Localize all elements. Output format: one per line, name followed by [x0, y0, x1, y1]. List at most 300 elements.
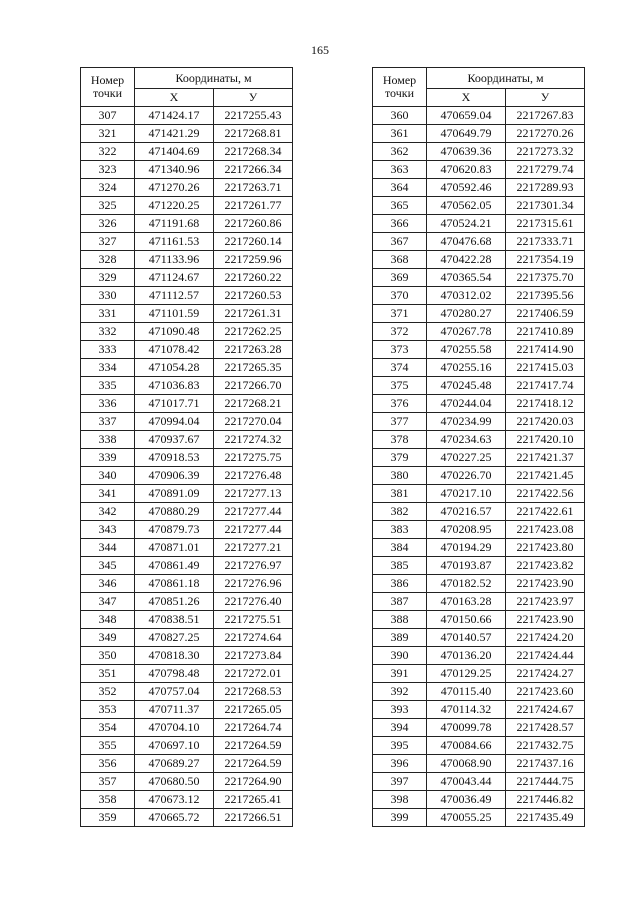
point-number-cell: 333: [81, 341, 135, 359]
table-row: [81, 521, 293, 539]
y-coordinate-cell: 2217418.12: [506, 395, 585, 413]
table-body-right: [373, 107, 585, 827]
x-coordinate-cell: 470068.90: [427, 755, 506, 773]
y-coordinate-cell: 2217315.61: [506, 215, 585, 233]
y-coordinate-cell: 2217354.19: [506, 251, 585, 269]
point-number-cell: 383: [373, 521, 427, 539]
table-row: [373, 665, 585, 683]
y-coordinate-cell: 2217276.40: [214, 593, 293, 611]
table-row: [373, 629, 585, 647]
x-column-header: Х: [427, 89, 506, 107]
y-coordinate-cell: 2217268.81: [214, 125, 293, 143]
y-coordinate-cell: 2217423.90: [506, 575, 585, 593]
y-coordinate-cell: 2217375.70: [506, 269, 585, 287]
table-row: [373, 431, 585, 449]
table-row: [373, 323, 585, 341]
table-row: [81, 305, 293, 323]
table-row: [81, 287, 293, 305]
point-number-cell: 374: [373, 359, 427, 377]
y-coordinate-cell: 2217444.75: [506, 773, 585, 791]
point-number-cell: 372: [373, 323, 427, 341]
x-coordinate-cell: 470639.36: [427, 143, 506, 161]
coordinates-header: Координаты, м: [427, 68, 585, 89]
x-coordinate-cell: 470649.79: [427, 125, 506, 143]
table-row: [373, 161, 585, 179]
point-number-cell: 377: [373, 413, 427, 431]
y-coordinate-cell: 2217274.64: [214, 629, 293, 647]
table-row: [373, 359, 585, 377]
y-coordinate-cell: 2217273.32: [506, 143, 585, 161]
y-coordinate-cell: 2217276.97: [214, 557, 293, 575]
y-coordinate-cell: 2217263.28: [214, 341, 293, 359]
table-row: [373, 773, 585, 791]
table-row: [81, 773, 293, 791]
point-number-header: [373, 68, 427, 107]
x-coordinate-cell: 470150.66: [427, 611, 506, 629]
point-number-cell: 332: [81, 323, 135, 341]
point-number-cell: 331: [81, 305, 135, 323]
x-coordinate-cell: 470208.95: [427, 521, 506, 539]
x-coordinate-cell: 470217.10: [427, 485, 506, 503]
point-number-cell: 387: [373, 593, 427, 611]
point-number-cell: 380: [373, 467, 427, 485]
point-number-cell: 334: [81, 359, 135, 377]
point-number-cell: 353: [81, 701, 135, 719]
table-row: [373, 197, 585, 215]
y-coordinate-cell: 2217276.48: [214, 467, 293, 485]
coordinates-header: Координаты, м: [135, 68, 293, 89]
table-row: [81, 557, 293, 575]
table-row: [373, 215, 585, 233]
table-row: [373, 683, 585, 701]
y-coordinate-cell: 2217265.05: [214, 701, 293, 719]
point-number-cell: 384: [373, 539, 427, 557]
x-coordinate-cell: 470136.20: [427, 647, 506, 665]
y-coordinate-cell: 2217417.74: [506, 377, 585, 395]
x-coordinate-cell: 471191.68: [135, 215, 214, 233]
y-coordinate-cell: 2217268.53: [214, 683, 293, 701]
table-row: [81, 629, 293, 647]
table-row: [81, 197, 293, 215]
table-row: [81, 683, 293, 701]
point-number-cell: 328: [81, 251, 135, 269]
point-number-cell: 366: [373, 215, 427, 233]
x-coordinate-cell: 470365.54: [427, 269, 506, 287]
y-coordinate-cell: 2217260.53: [214, 287, 293, 305]
x-coordinate-cell: 470861.49: [135, 557, 214, 575]
y-coordinate-cell: 2217423.80: [506, 539, 585, 557]
point-number-cell: 381: [373, 485, 427, 503]
x-coordinate-cell: 470227.25: [427, 449, 506, 467]
x-coordinate-cell: 470937.67: [135, 431, 214, 449]
point-number-cell: 397: [373, 773, 427, 791]
point-number-cell: 360: [373, 107, 427, 125]
table-row: [81, 719, 293, 737]
point-number-cell: 324: [81, 179, 135, 197]
y-coordinate-cell: 2217279.74: [506, 161, 585, 179]
x-coordinate-cell: 470524.21: [427, 215, 506, 233]
x-coordinate-cell: 470234.63: [427, 431, 506, 449]
point-number-cell: 336: [81, 395, 135, 413]
y-coordinate-cell: 2217423.08: [506, 521, 585, 539]
y-coordinate-cell: 2217333.71: [506, 233, 585, 251]
x-coordinate-cell: 470476.68: [427, 233, 506, 251]
y-coordinate-cell: 2217273.84: [214, 647, 293, 665]
table-row: [81, 449, 293, 467]
point-number-cell: 385: [373, 557, 427, 575]
table-row: [373, 341, 585, 359]
x-coordinate-cell: 471124.67: [135, 269, 214, 287]
y-coordinate-cell: 2217446.82: [506, 791, 585, 809]
x-coordinate-cell: 470689.27: [135, 755, 214, 773]
y-coordinate-cell: 2217428.57: [506, 719, 585, 737]
point-number-header: [81, 68, 135, 107]
x-coordinate-cell: 471054.28: [135, 359, 214, 377]
x-coordinate-cell: 470312.02: [427, 287, 506, 305]
table-row: [373, 701, 585, 719]
table-row: [81, 359, 293, 377]
y-coordinate-cell: 2217268.34: [214, 143, 293, 161]
point-number-cell: 390: [373, 647, 427, 665]
x-coordinate-cell: 470680.50: [135, 773, 214, 791]
point-number-cell: 330: [81, 287, 135, 305]
x-coordinate-cell: 470906.39: [135, 467, 214, 485]
x-coordinate-cell: 470255.16: [427, 359, 506, 377]
x-coordinate-cell: 471421.29: [135, 125, 214, 143]
y-coordinate-cell: 2217263.71: [214, 179, 293, 197]
table-row: [81, 791, 293, 809]
point-number-cell: 370: [373, 287, 427, 305]
x-coordinate-cell: 471220.25: [135, 197, 214, 215]
x-coordinate-cell: 470871.01: [135, 539, 214, 557]
table-row: [81, 413, 293, 431]
y-coordinate-cell: 2217424.44: [506, 647, 585, 665]
table-row: [81, 215, 293, 233]
point-number-cell: 359: [81, 809, 135, 827]
y-coordinate-cell: 2217301.34: [506, 197, 585, 215]
x-coordinate-cell: 470226.70: [427, 467, 506, 485]
x-coordinate-cell: 470129.25: [427, 665, 506, 683]
point-number-cell: 348: [81, 611, 135, 629]
table-row: [81, 161, 293, 179]
x-coordinate-cell: 470673.12: [135, 791, 214, 809]
x-coordinate-cell: 470620.83: [427, 161, 506, 179]
point-number-cell: 365: [373, 197, 427, 215]
point-number-cell: 369: [373, 269, 427, 287]
table-row: [373, 539, 585, 557]
x-coordinate-cell: 471270.26: [135, 179, 214, 197]
x-coordinate-cell: 470918.53: [135, 449, 214, 467]
y-coordinate-cell: 2217421.45: [506, 467, 585, 485]
table-row: [373, 467, 585, 485]
table-row: [373, 593, 585, 611]
y-coordinate-cell: 2217266.51: [214, 809, 293, 827]
y-coordinate-cell: 2217423.82: [506, 557, 585, 575]
table-row: [373, 413, 585, 431]
y-coordinate-cell: 2217277.21: [214, 539, 293, 557]
table-row: [373, 809, 585, 827]
y-coordinate-cell: 2217264.59: [214, 737, 293, 755]
y-coordinate-cell: 2217423.90: [506, 611, 585, 629]
point-number-header-line2: точки: [92, 86, 123, 100]
table-row: [373, 179, 585, 197]
table-row: [81, 809, 293, 827]
point-number-cell: 340: [81, 467, 135, 485]
point-number-cell: 399: [373, 809, 427, 827]
y-coordinate-cell: 2217259.96: [214, 251, 293, 269]
point-number-cell: 386: [373, 575, 427, 593]
x-coordinate-cell: 471133.96: [135, 251, 214, 269]
table-row: [373, 449, 585, 467]
y-coordinate-cell: 2217422.56: [506, 485, 585, 503]
page-number: 165: [311, 43, 329, 57]
point-number-cell: 398: [373, 791, 427, 809]
point-number-cell: 367: [373, 233, 427, 251]
x-coordinate-cell: 470798.48: [135, 665, 214, 683]
table-row: [373, 737, 585, 755]
point-number-header-line1: Номер: [382, 73, 417, 87]
table-row: [81, 467, 293, 485]
table-row: [81, 125, 293, 143]
x-coordinate-cell: 470244.04: [427, 395, 506, 413]
table-row: [373, 719, 585, 737]
x-coordinate-cell: 470163.28: [427, 593, 506, 611]
table-row: [373, 791, 585, 809]
table-row: [373, 107, 585, 125]
table-row: [81, 233, 293, 251]
table-row: [81, 737, 293, 755]
x-coordinate-cell: 470036.49: [427, 791, 506, 809]
point-number-cell: 326: [81, 215, 135, 233]
table-row: [81, 539, 293, 557]
y-coordinate-cell: 2217264.59: [214, 755, 293, 773]
table-row: [373, 233, 585, 251]
point-number-cell: 342: [81, 503, 135, 521]
x-coordinate-cell: 470216.57: [427, 503, 506, 521]
x-coordinate-cell: 470697.10: [135, 737, 214, 755]
point-number-cell: 329: [81, 269, 135, 287]
y-coordinate-cell: 2217420.10: [506, 431, 585, 449]
y-coordinate-cell: 2217435.49: [506, 809, 585, 827]
table-row: [373, 503, 585, 521]
y-coordinate-cell: 2217424.20: [506, 629, 585, 647]
y-coordinate-cell: 2217395.56: [506, 287, 585, 305]
y-coordinate-cell: 2217275.51: [214, 611, 293, 629]
table-row: [81, 269, 293, 287]
point-number-cell: 345: [81, 557, 135, 575]
x-coordinate-cell: 470140.57: [427, 629, 506, 647]
y-coordinate-cell: 2217289.93: [506, 179, 585, 197]
point-number-cell: 394: [373, 719, 427, 737]
x-coordinate-cell: 470711.37: [135, 701, 214, 719]
y-coordinate-cell: 2217255.43: [214, 107, 293, 125]
point-number-cell: 346: [81, 575, 135, 593]
y-coordinate-cell: 2217424.27: [506, 665, 585, 683]
table-row: [81, 755, 293, 773]
y-coordinate-cell: 2217262.25: [214, 323, 293, 341]
table-row: [373, 395, 585, 413]
x-coordinate-cell: 470851.26: [135, 593, 214, 611]
x-coordinate-cell: 470880.29: [135, 503, 214, 521]
point-number-cell: 337: [81, 413, 135, 431]
table-row: [373, 521, 585, 539]
y-coordinate-cell: 2217266.34: [214, 161, 293, 179]
x-coordinate-cell: 470084.66: [427, 737, 506, 755]
point-number-cell: 349: [81, 629, 135, 647]
point-number-cell: 357: [81, 773, 135, 791]
x-coordinate-cell: 471036.83: [135, 377, 214, 395]
point-number-cell: 323: [81, 161, 135, 179]
x-coordinate-cell: 470891.09: [135, 485, 214, 503]
y-coordinate-cell: 2217277.13: [214, 485, 293, 503]
y-column-header: У: [506, 89, 585, 107]
y-coordinate-cell: 2217422.61: [506, 503, 585, 521]
x-coordinate-cell: 471078.42: [135, 341, 214, 359]
point-number-cell: 341: [81, 485, 135, 503]
point-number-cell: 375: [373, 377, 427, 395]
point-number-cell: 327: [81, 233, 135, 251]
x-coordinate-cell: 470592.46: [427, 179, 506, 197]
table-row: [81, 179, 293, 197]
y-coordinate-cell: 2217260.86: [214, 215, 293, 233]
table-row: [81, 593, 293, 611]
point-number-cell: 325: [81, 197, 135, 215]
y-coordinate-cell: 2217275.75: [214, 449, 293, 467]
y-coordinate-cell: 2217423.97: [506, 593, 585, 611]
x-coordinate-cell: 470562.05: [427, 197, 506, 215]
x-coordinate-cell: 470115.40: [427, 683, 506, 701]
table-row: [373, 647, 585, 665]
x-coordinate-cell: 470422.28: [427, 251, 506, 269]
table-row: [81, 323, 293, 341]
point-number-cell: 322: [81, 143, 135, 161]
x-coordinate-cell: 470194.29: [427, 539, 506, 557]
x-coordinate-cell: 470267.78: [427, 323, 506, 341]
x-coordinate-cell: 470704.10: [135, 719, 214, 737]
table-row: [373, 485, 585, 503]
y-coordinate-cell: 2217264.74: [214, 719, 293, 737]
point-number-cell: 307: [81, 107, 135, 125]
table-row: [81, 647, 293, 665]
y-coordinate-cell: 2217414.90: [506, 341, 585, 359]
table-row: [81, 701, 293, 719]
table-row: [373, 377, 585, 395]
y-coordinate-cell: 2217410.89: [506, 323, 585, 341]
point-number-cell: 395: [373, 737, 427, 755]
table-row: [373, 611, 585, 629]
table-row: [81, 143, 293, 161]
x-coordinate-cell: 470234.99: [427, 413, 506, 431]
point-number-cell: 379: [373, 449, 427, 467]
x-coordinate-cell: 471424.17: [135, 107, 214, 125]
y-coordinate-cell: 2217267.83: [506, 107, 585, 125]
y-coordinate-cell: 2217424.67: [506, 701, 585, 719]
x-coordinate-cell: 470182.52: [427, 575, 506, 593]
table-row: [373, 269, 585, 287]
table-row: [81, 377, 293, 395]
y-column-header: У: [214, 89, 293, 107]
x-coordinate-cell: 470245.48: [427, 377, 506, 395]
y-coordinate-cell: 2217421.37: [506, 449, 585, 467]
y-coordinate-cell: 2217264.90: [214, 773, 293, 791]
point-number-cell: 376: [373, 395, 427, 413]
y-coordinate-cell: 2217274.32: [214, 431, 293, 449]
point-number-cell: 364: [373, 179, 427, 197]
y-coordinate-cell: 2217266.70: [214, 377, 293, 395]
x-coordinate-cell: 470827.25: [135, 629, 214, 647]
point-number-cell: 344: [81, 539, 135, 557]
point-number-cell: 338: [81, 431, 135, 449]
point-number-cell: 347: [81, 593, 135, 611]
y-coordinate-cell: 2217270.26: [506, 125, 585, 143]
y-coordinate-cell: 2217270.04: [214, 413, 293, 431]
y-coordinate-cell: 2217261.77: [214, 197, 293, 215]
table-row: [81, 611, 293, 629]
y-coordinate-cell: 2217277.44: [214, 521, 293, 539]
y-coordinate-cell: 2217432.75: [506, 737, 585, 755]
y-coordinate-cell: 2217415.03: [506, 359, 585, 377]
table-row: [81, 431, 293, 449]
point-number-cell: 363: [373, 161, 427, 179]
table-row: [373, 251, 585, 269]
table-row: [373, 575, 585, 593]
y-coordinate-cell: 2217406.59: [506, 305, 585, 323]
point-number-cell: 382: [373, 503, 427, 521]
point-number-cell: 393: [373, 701, 427, 719]
y-coordinate-cell: 2217260.22: [214, 269, 293, 287]
table-row: [81, 485, 293, 503]
x-column-header: Х: [135, 89, 214, 107]
table-row: [373, 755, 585, 773]
y-coordinate-cell: 2217261.31: [214, 305, 293, 323]
table-row: [373, 557, 585, 575]
table-row: [81, 251, 293, 269]
x-coordinate-cell: 471112.57: [135, 287, 214, 305]
y-coordinate-cell: 2217437.16: [506, 755, 585, 773]
table-row: [81, 395, 293, 413]
x-coordinate-cell: 470255.58: [427, 341, 506, 359]
table-row: [81, 665, 293, 683]
coordinates-table-left: [80, 67, 293, 827]
x-coordinate-cell: 470280.27: [427, 305, 506, 323]
x-coordinate-cell: 471161.53: [135, 233, 214, 251]
y-coordinate-cell: 2217265.41: [214, 791, 293, 809]
table-row: [81, 107, 293, 125]
point-number-cell: 371: [373, 305, 427, 323]
point-number-cell: 354: [81, 719, 135, 737]
point-number-header-line1: Номер: [90, 73, 125, 87]
point-number-cell: 321: [81, 125, 135, 143]
x-coordinate-cell: 470757.04: [135, 683, 214, 701]
point-number-header-line2: точки: [384, 86, 415, 100]
point-number-cell: 396: [373, 755, 427, 773]
table-row: [373, 125, 585, 143]
point-number-cell: 350: [81, 647, 135, 665]
table-row: [81, 575, 293, 593]
point-number-cell: 392: [373, 683, 427, 701]
x-coordinate-cell: 471340.96: [135, 161, 214, 179]
y-coordinate-cell: 2217272.01: [214, 665, 293, 683]
table-body-left: [81, 107, 293, 827]
point-number-cell: 388: [373, 611, 427, 629]
x-coordinate-cell: 470861.18: [135, 575, 214, 593]
table-row: [81, 341, 293, 359]
point-number-cell: 378: [373, 431, 427, 449]
x-coordinate-cell: 470055.25: [427, 809, 506, 827]
x-coordinate-cell: 470659.04: [427, 107, 506, 125]
y-coordinate-cell: 2217268.21: [214, 395, 293, 413]
x-coordinate-cell: 470818.30: [135, 647, 214, 665]
